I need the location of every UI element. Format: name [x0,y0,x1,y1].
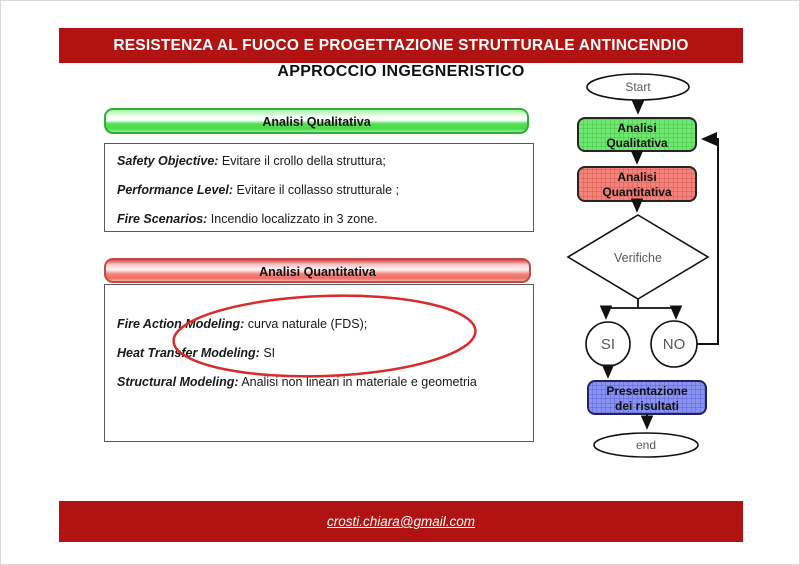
item-label: Performance Level: [117,183,234,197]
item-text: Analisi non lineari in materiale e geometria [238,375,477,389]
item-label: Heat Transfer Modeling: [117,346,260,360]
footer-banner [59,501,743,542]
qualitative-node-line2: Qualitativa [606,136,668,150]
no-label: NO [662,336,686,353]
item-text: Incendio localizzato in 3 zone. [207,212,378,226]
item-text: curva naturale (FDS); [244,317,368,331]
quantitative-node-line2: Quantitativa [602,185,672,199]
qualitative-node-line1: Analisi [617,121,657,135]
item-label: Fire Scenarios: [117,212,208,226]
result-node-line1: Presentazione [606,384,688,398]
qualitative-box [104,143,534,232]
result-node-line2: dei risultati [614,399,680,413]
flowchart [556,61,756,461]
item-label: Structural Modeling: [117,375,239,389]
quantitative-item [117,346,491,361]
item-label: Safety Objective: [117,154,219,168]
qualitative-item [117,212,513,227]
quantitative-header: Analisi Quantitativa [104,258,531,283]
qualitative-header: Analisi Qualitativa [104,108,529,134]
qualitative-item [117,154,513,169]
item-text: Evitare il collasso strutturale ; [233,183,400,197]
start-label: Start [625,80,651,94]
yes-label: SI [600,336,616,353]
title-banner-text: RESISTENZA AL FUOCO E PROGETTAZIONE STRUTTURALE ANTINCENDIO [113,37,689,54]
email-link[interactable]: crosti.chiara@gmail.com [327,514,475,529]
quantitative-box [104,284,534,442]
quantitative-node-line1: Analisi [617,170,657,184]
slide-subtitle: APPROCCIO INGEGNERISTICO [277,63,525,80]
decision-label: Verifiche [614,251,662,265]
title-banner [59,28,743,63]
end-label: end [635,438,657,452]
item-label: Fire Action Modeling: [117,317,245,331]
quantitative-item [117,317,491,332]
quantitative-item [117,375,491,390]
feedback-line-no-to-qualitative [697,139,718,344]
branch-line-left [606,299,638,308]
item-text: Evitare il crollo della struttura; [218,154,386,168]
item-text: SI [259,346,276,360]
qualitative-item [117,183,513,198]
